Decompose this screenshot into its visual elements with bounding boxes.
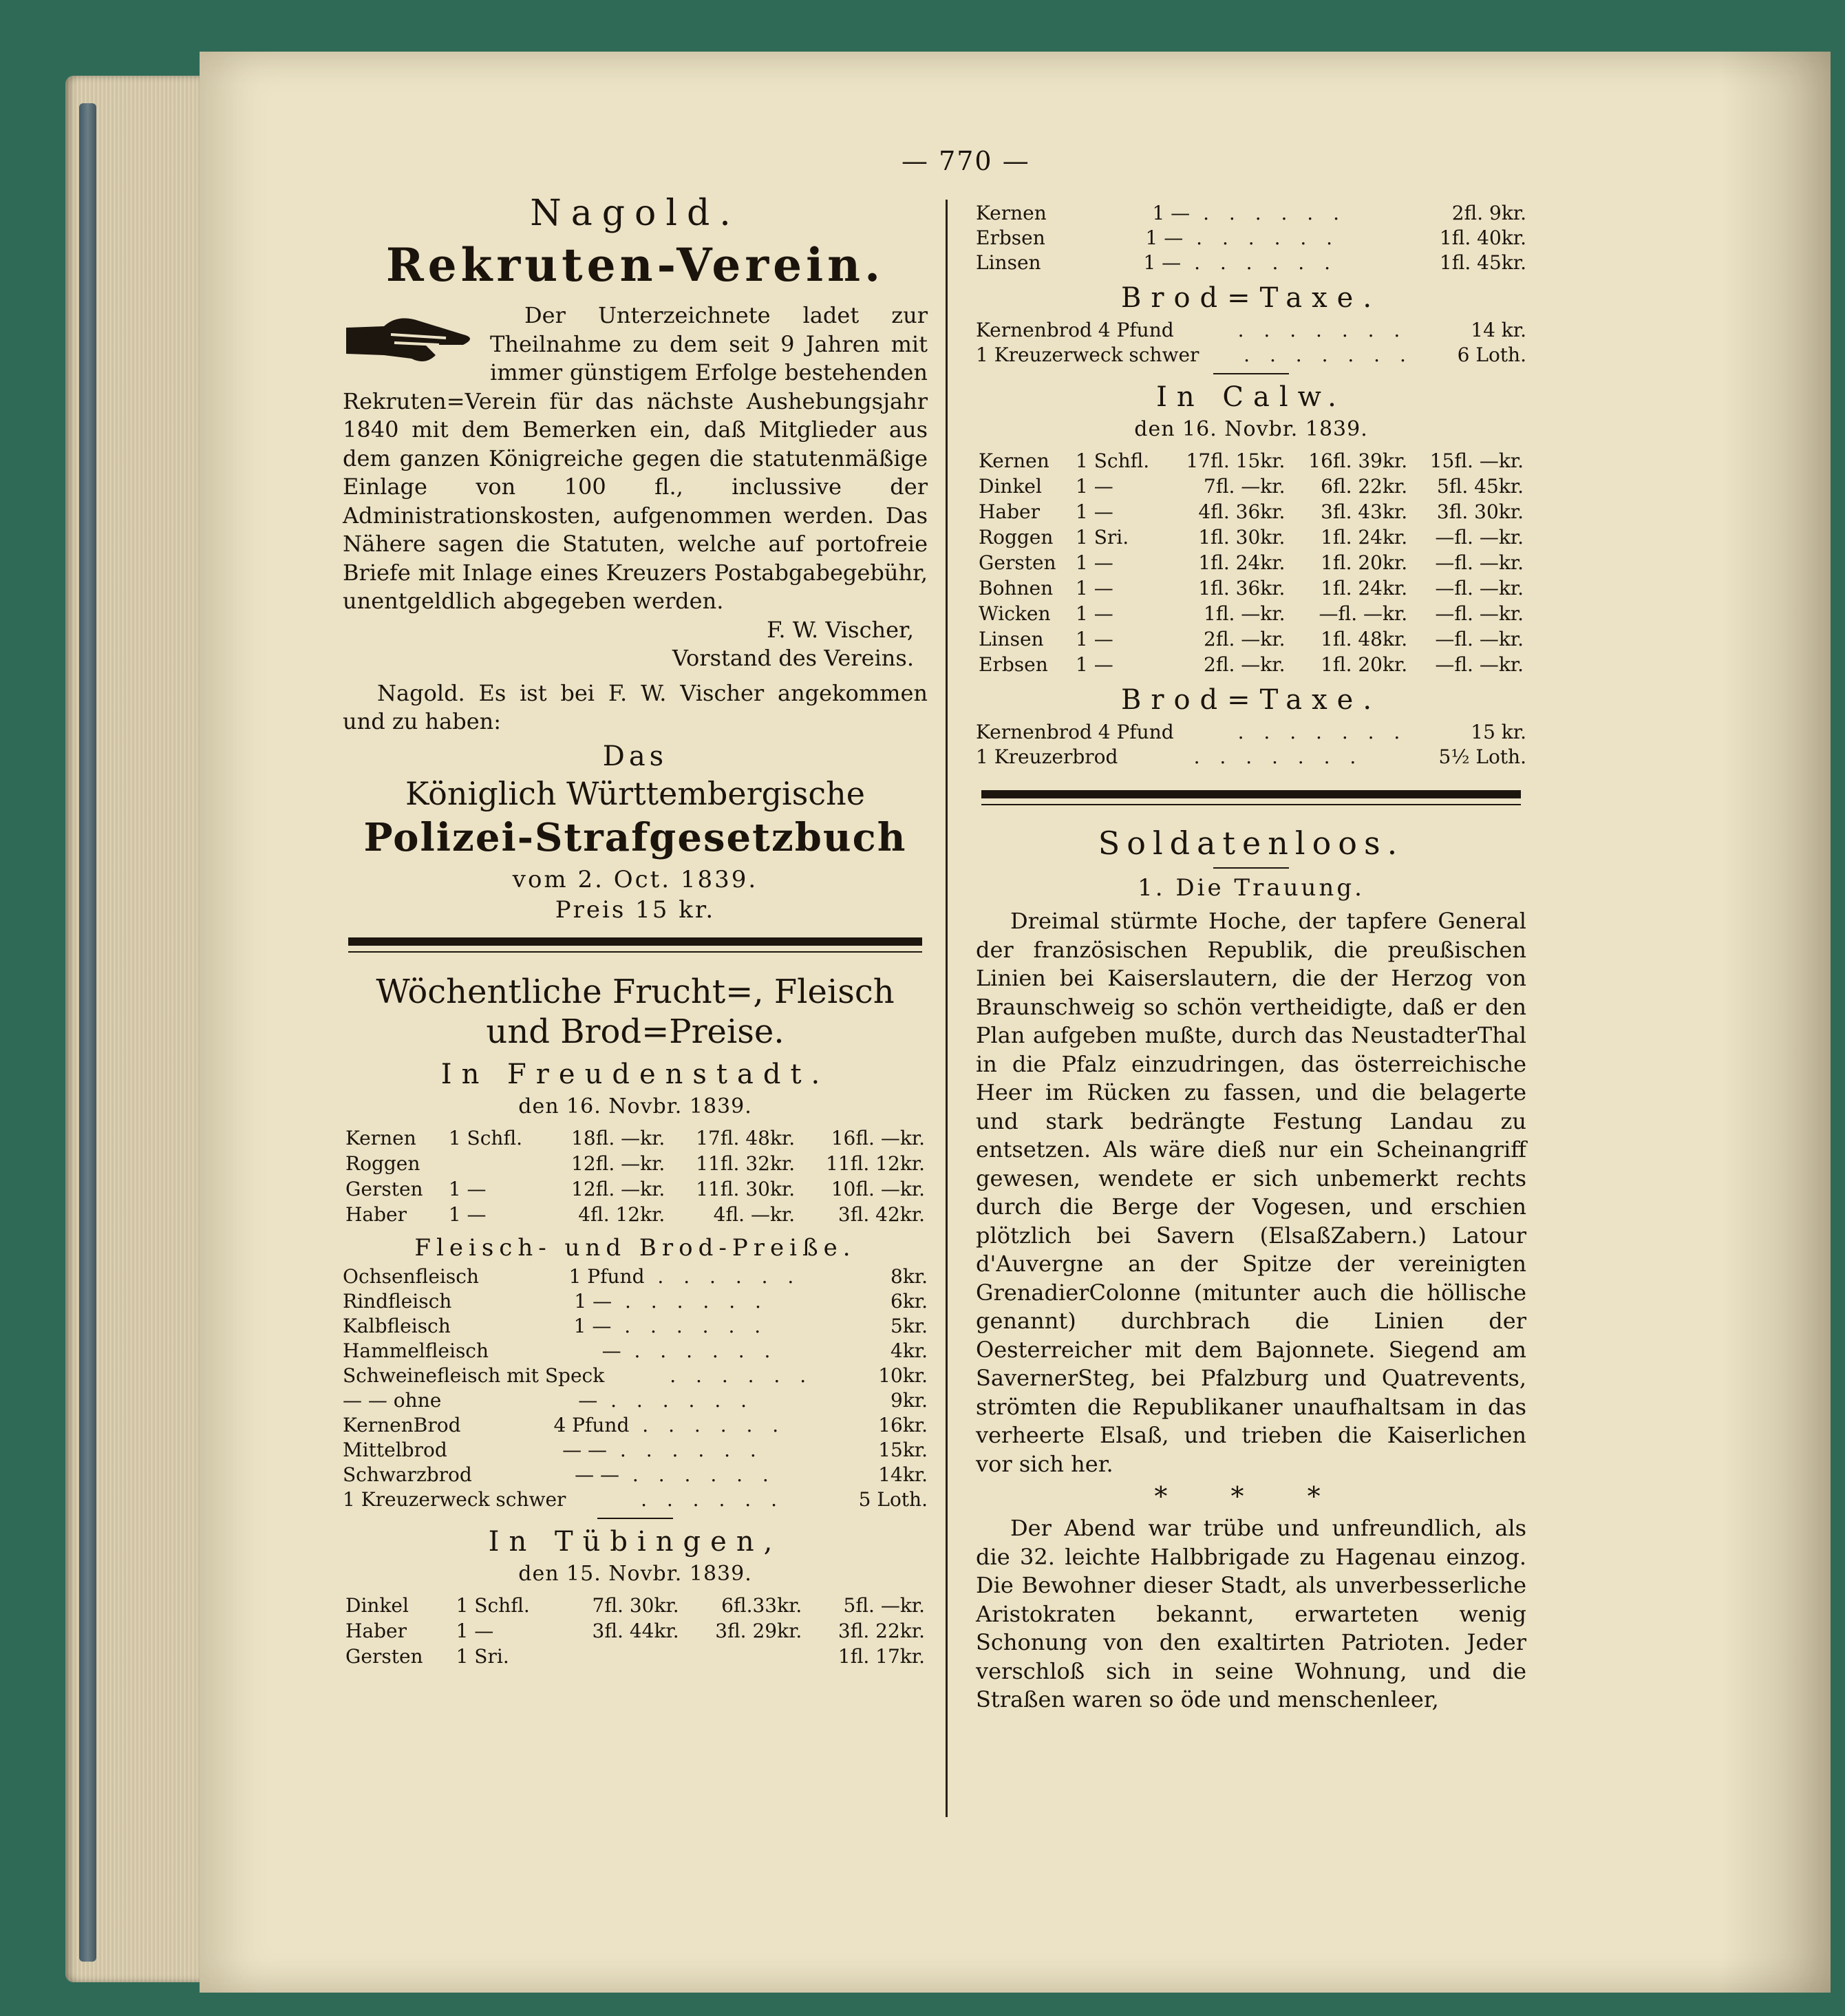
table-cell: Gersten: [979, 551, 1056, 574]
freudenstadt-date: den 16. Novbr. 1839.: [518, 1094, 752, 1118]
leader-dots: — . . . . . .: [578, 1388, 754, 1412]
table-cell: 16fl. 39kr.: [1308, 449, 1408, 472]
list-item: [976, 226, 1526, 251]
list-item: [976, 251, 1526, 275]
column-divider: [946, 200, 948, 1817]
item-label: Linsen: [976, 251, 1041, 274]
book-title-line2: Polizei-Strafgesetzbuch: [363, 814, 907, 860]
table-cell: —fl. —kr.: [1435, 551, 1524, 574]
table-row: [343, 1125, 928, 1151]
table-cell: 1fl. 20kr.: [1321, 653, 1408, 676]
table-cell: 1 Schfl.: [448, 1126, 523, 1149]
leader-dots: — . . . . . .: [601, 1339, 778, 1362]
table-row: [343, 1151, 928, 1176]
table-cell: 4fl. 12kr.: [578, 1202, 665, 1226]
list-item: [343, 1339, 928, 1364]
table-cell: 17fl. 15kr.: [1186, 449, 1286, 472]
table-cell: 1 —: [1076, 475, 1113, 498]
pointing-hand-icon: [343, 307, 480, 369]
item-unit: 4 Pfund: [553, 1413, 630, 1436]
list-item: [343, 1264, 928, 1289]
tuebingen-grain-table: [343, 1593, 928, 1669]
item-label: Erbsen: [976, 226, 1045, 249]
table-row: [343, 1593, 928, 1618]
list-item: [343, 1487, 928, 1512]
table-cell: 5fl. 45kr.: [1436, 475, 1524, 498]
item-label: 1 Kreuzerweck schwer: [976, 343, 1199, 366]
table-cell: 4fl. 36kr.: [1198, 500, 1286, 523]
freudenstadt-grain-table: [343, 1125, 928, 1227]
table-cell: 6fl.33kr.: [721, 1593, 802, 1617]
table-cell: Gersten: [345, 1177, 423, 1200]
table-cell: —fl. —kr.: [1435, 628, 1524, 650]
brod-taxe-list: [976, 318, 1526, 368]
table-cell: 1 —: [1076, 602, 1113, 625]
table-cell: 3fl. 43kr.: [1321, 500, 1408, 523]
table-cell: 11fl. 30kr.: [696, 1177, 796, 1200]
calw-date: den 16. Novbr. 1839.: [1134, 417, 1368, 441]
freudenstadt-heading: In Freudenstadt.: [440, 1058, 830, 1090]
table-cell: Wicken: [979, 602, 1051, 625]
story-title: Soldatenloos.: [1098, 825, 1405, 862]
signature-title: Vorstand des Vereins.: [672, 644, 914, 671]
list-item: [343, 1438, 928, 1463]
item-price: 5 Loth.: [858, 1487, 928, 1511]
leader-dots: 1 — . . . . . .: [573, 1314, 768, 1337]
prices-title: Wöchentliche Frucht=, Fleisch und Brod=Preise.: [376, 972, 895, 1051]
table-cell: Gersten: [345, 1644, 423, 1668]
table-cell: 18fl. —kr.: [571, 1126, 665, 1149]
list-item: [343, 1463, 928, 1487]
item-price: 5kr.: [890, 1314, 928, 1337]
meat-heading: Fleisch- und Brod-Preiße.: [414, 1233, 856, 1262]
item-price: 4kr.: [890, 1339, 928, 1362]
leader-dots: 1 — . . . . . .: [574, 1289, 768, 1313]
item-price: 14 kr.: [1471, 319, 1526, 341]
table-cell: 15fl. —kr.: [1429, 449, 1524, 472]
calw-brod-list: [976, 720, 1526, 770]
table-cell: Bohnen: [979, 577, 1054, 600]
table-row: [976, 601, 1526, 626]
item-price: 8kr.: [890, 1264, 928, 1288]
table-cell: Haber: [345, 1202, 407, 1226]
item-label: — — ohne: [343, 1388, 442, 1412]
table-cell: —fl. —kr.: [1435, 526, 1524, 549]
signature-name: F. W. Vischer,: [767, 616, 914, 643]
item-price: 15 kr.: [1471, 721, 1526, 743]
story-paragraph-2: Der Abend war trübe und unfreundlich, als die 32. leichte Halbbrigade zu Hagenau einzog. Die Bewohner dieser Stadt, als unverbesserliche Aristokraten bekannt, erwarteten wenig Schonung von den exaltirten Patrioten. Jeder verschloß sich in seine Wohnung, und die Straßen waren so öde und menschenleer,: [976, 1515, 1526, 1712]
item-unit: 1 —: [1145, 226, 1184, 249]
notice-title: Rekruten-Verein.: [385, 238, 885, 292]
table-cell: 11fl. 32kr.: [696, 1152, 796, 1175]
item-unit: — —: [562, 1438, 608, 1461]
item-label: Rindfleisch: [343, 1289, 452, 1313]
table-cell: Kernen: [345, 1126, 416, 1149]
item-unit: — —: [575, 1463, 620, 1486]
item-unit: —: [601, 1339, 621, 1362]
item-price: 15kr.: [878, 1438, 928, 1461]
section-rule-thin: [981, 804, 1521, 805]
table-cell: —fl. —kr.: [1435, 577, 1524, 600]
item-label: 1 Kreuzerweck schwer: [343, 1487, 566, 1511]
table-cell: —fl. —kr.: [1435, 602, 1524, 625]
table-cell: [559, 1644, 682, 1669]
table-cell: 7fl. 30kr.: [592, 1593, 679, 1617]
item-unit: 1 —: [573, 1314, 612, 1337]
notice-body: Der Unterzeichnete ladet zur Theilnahme zu dem seit 9 Jahren mit immer günstigem Erfolge bestehenden Rekruten=Verein für das nächste Aushebungsjahr 1840 mit dem Bemerken ein, daß Mitglieder aus dem ganzen Königreiche gegen die statutenmäßige Einlage von 100 fl., inclussive der Administrationskosten, aufgenommen werden. Das Nähere sagen die Statuten, welche auf portofreie Briefe mit Inlage eines Kreuzers Postabgabegebühr, unentgeldlich abgegeben werden.: [343, 302, 928, 614]
item-price: 16kr.: [878, 1413, 928, 1436]
book-title-line1: Königlich Württembergische: [405, 774, 865, 812]
list-item: [976, 201, 1526, 226]
table-cell: Roggen: [979, 526, 1054, 549]
leader-dots: . . . . . . .: [1237, 721, 1407, 743]
item-unit: 1 —: [574, 1289, 612, 1313]
list-item: [976, 343, 1526, 368]
table-row: [976, 626, 1526, 652]
item-label: Mittelbrod: [343, 1438, 447, 1461]
table-cell: 5fl. —kr.: [843, 1593, 925, 1617]
table-cell: 11fl. 12kr.: [826, 1152, 925, 1175]
table-cell: 1fl. 48kr.: [1321, 628, 1408, 650]
table-cell: 3fl. 22kr.: [838, 1619, 925, 1642]
table-cell: 1 Schfl.: [456, 1593, 530, 1617]
table-cell: 1 —: [1076, 551, 1113, 574]
book-article: Das: [602, 740, 668, 772]
page-shadow: [1720, 52, 1831, 1993]
item-unit: 1 Pfund: [568, 1264, 645, 1288]
book-date: vom 2. Oct. 1839.: [512, 865, 758, 893]
item-price: 2fl. 9kr.: [1451, 202, 1526, 224]
table-cell: 1fl. 36kr.: [1198, 577, 1286, 600]
item-label: Schweinefleisch mit Speck: [343, 1364, 605, 1387]
table-row: [976, 448, 1526, 474]
leader-dots: . . . . . . .: [1244, 343, 1413, 366]
story-paragraph-1: Dreimal stürmte Hoche, der tapfere General der französischen Republik, die preußischen Linien bei Kaiserslautern, die der Herzog von Braunschweig so schön vertheidigte, daß er den Plan aufgeben mußte, durch das NeustadterThal in die Pfalz einzudringen, das österreichische Heer im Rücken zu fassen, und die belagerte und stark bedrängte Festung Landau zu entsetzen. Als wäre dieß nur ein Scheinangriff gewesen, wendete er sich unbemerkt rechts durch die Berge der Vogesen, und erschien plötzlich bei Savern (ElsaßZabern.) Latour d'Auvergne an der Spitze der vereinigten GrenadierColonne (mitunter auch die höllische genannt) durchbrach die Linien der Oesterreicher mit dem Bajonnete. Siegend am SavernerSteg, bei Pfalzburg und Quatrevents, strömten die Republikaner unaufhaltsam in das verheerte Elsaß, und trieben die Kaiserlichen vor sich her.: [976, 908, 1526, 1477]
table-cell: 1 Sri.: [1076, 526, 1129, 549]
table-row: [976, 550, 1526, 575]
item-label: 1 Kreuzerbrod: [976, 745, 1118, 768]
short-rule: [597, 1518, 673, 1519]
table-cell: —fl. —kr.: [1319, 602, 1408, 625]
table-cell: 12fl. —kr.: [571, 1152, 665, 1175]
calw-heading: In Calw.: [1156, 381, 1346, 413]
table-cell: Dinkel: [345, 1593, 409, 1617]
notice-place-title: Nagold.: [530, 193, 740, 234]
table-cell: 10fl. —kr.: [831, 1177, 925, 1200]
item-price: 10kr.: [878, 1364, 928, 1387]
left-column: [343, 193, 928, 1669]
leader-dots: . . . . . .: [670, 1364, 813, 1387]
table-cell: 4fl. —kr.: [713, 1202, 796, 1226]
table-cell: 1fl. —kr.: [1204, 602, 1286, 625]
table-row: [976, 524, 1526, 550]
leader-dots: 4 Pfund . . . . . .: [553, 1413, 786, 1436]
item-price: 5½ Loth.: [1438, 745, 1526, 768]
list-item: [976, 720, 1526, 745]
table-cell: Haber: [345, 1619, 407, 1642]
leader-dots: — — . . . . . .: [562, 1438, 763, 1461]
short-rule: [1213, 373, 1289, 374]
table-cell: 1fl. 20kr.: [1321, 551, 1408, 574]
table-cell: 1fl. 24kr.: [1198, 551, 1286, 574]
item-price: 14kr.: [878, 1463, 928, 1486]
table-cell: 3fl. 42kr.: [838, 1202, 925, 1226]
item-label: Kalbfleisch: [343, 1314, 451, 1337]
leader-dots: . . . . . . .: [1237, 319, 1407, 341]
table-cell: 1fl. 24kr.: [1321, 577, 1408, 600]
table-cell: 3fl. 29kr.: [715, 1619, 802, 1642]
table-cell: 7fl. —kr.: [1204, 475, 1286, 498]
table-cell: Haber: [979, 500, 1040, 523]
section-rule-thin: [348, 951, 922, 953]
table-cell: Kernen: [979, 449, 1049, 472]
table-cell: Linsen: [979, 628, 1044, 650]
meat-price-list: [343, 1264, 928, 1512]
leader-dots: 1 — . . . . . .: [1152, 202, 1346, 224]
table-cell: 1 —: [1076, 653, 1113, 676]
table-cell: 1fl. 24kr.: [1321, 526, 1408, 549]
list-item: [976, 745, 1526, 770]
table-cell: 1 Sri.: [456, 1644, 509, 1668]
table-cell: [682, 1644, 805, 1669]
table-cell: 1 —: [448, 1202, 487, 1226]
table-cell: 2fl. —kr.: [1204, 628, 1286, 650]
leader-dots: 1 — . . . . . .: [1143, 251, 1337, 274]
table-cell: 1 —: [1076, 577, 1113, 600]
table-cell: —fl. —kr.: [1435, 653, 1524, 676]
leader-dots: . . . . . .: [641, 1487, 784, 1511]
item-price: 6 Loth.: [1457, 343, 1526, 366]
list-item: [343, 1314, 928, 1339]
table-cell: 17fl. 48kr.: [696, 1126, 796, 1149]
table-cell: 1 —: [448, 1177, 487, 1200]
calw-grain-table: [976, 448, 1526, 677]
item-label: Schwarzbrod: [343, 1463, 472, 1486]
table-cell: 1fl. 30kr.: [1198, 526, 1286, 549]
book-binding: [79, 103, 96, 1962]
item-label: Kernenbrod 4 Pfund: [976, 319, 1174, 341]
table-cell: [446, 1151, 544, 1176]
book-price: Preis 15 kr.: [555, 895, 716, 924]
calw-brod-heading: Brod=Taxe.: [1120, 684, 1382, 716]
table-cell: 1 Schfl.: [1076, 449, 1150, 472]
item-label: Kernenbrod 4 Pfund: [976, 721, 1174, 743]
section-rule-thick: [348, 937, 922, 946]
item-price: 1fl. 40kr.: [1439, 226, 1526, 249]
table-row: [343, 1644, 928, 1669]
item-unit: 1 —: [1143, 251, 1182, 274]
item-label: Kernen: [976, 202, 1047, 224]
item-unit: —: [578, 1388, 598, 1412]
table-row: [976, 474, 1526, 499]
table-row: [976, 652, 1526, 677]
table-row: [343, 1202, 928, 1227]
item-label: KernenBrod: [343, 1413, 461, 1436]
item-price: 6kr.: [890, 1289, 928, 1313]
book-ad-text: Nagold. Es ist bei F. W. Vischer angekommen und zu haben:: [343, 679, 928, 734]
item-label: Hammelfleisch: [343, 1339, 489, 1362]
table-row: [343, 1176, 928, 1202]
table-cell: Roggen: [345, 1152, 420, 1175]
leader-dots: 1 — . . . . . .: [1145, 226, 1340, 249]
tuebingen-continued-list: [976, 201, 1526, 275]
asterism: * * *: [1154, 1481, 1348, 1511]
table-cell: Dinkel: [979, 475, 1042, 498]
item-price: 9kr.: [890, 1388, 928, 1412]
list-item: [343, 1413, 928, 1438]
tuebingen-heading: In Tübingen,: [488, 1525, 782, 1558]
table-row: [976, 499, 1526, 524]
item-label: Ochsenfleisch: [343, 1264, 479, 1288]
page-number: — 770 —: [902, 146, 1030, 176]
leader-dots: 1 Pfund . . . . . .: [568, 1264, 801, 1288]
table-cell: 3fl. 30kr.: [1436, 500, 1524, 523]
list-item: [343, 1364, 928, 1388]
table-cell: Erbsen: [979, 653, 1048, 676]
notice-text: [343, 301, 928, 616]
short-rule: [1213, 867, 1289, 869]
section-rule-thick: [981, 790, 1521, 798]
list-item: [343, 1388, 928, 1413]
table-cell: 2fl. —kr.: [1204, 653, 1286, 676]
story-subtitle: 1. Die Trauung.: [1138, 874, 1365, 902]
table-row: [976, 575, 1526, 601]
item-price: 1fl. 45kr.: [1439, 251, 1526, 274]
table-cell: 1 —: [456, 1619, 494, 1642]
table-cell: 1 —: [1076, 628, 1113, 650]
right-column: [976, 201, 1526, 1715]
table-cell: 1 —: [1076, 500, 1113, 523]
item-unit: 1 —: [1152, 202, 1191, 224]
list-item: [343, 1289, 928, 1314]
table-row: [343, 1618, 928, 1644]
leader-dots: . . . . . . .: [1193, 745, 1363, 768]
table-cell: 1fl. 17kr.: [838, 1644, 925, 1668]
tuebingen-date: den 15. Novbr. 1839.: [518, 1561, 752, 1586]
table-cell: 16fl. —kr.: [831, 1126, 925, 1149]
leader-dots: — — . . . . . .: [575, 1463, 776, 1486]
list-item: [976, 318, 1526, 343]
table-cell: 6fl. 22kr.: [1321, 475, 1408, 498]
table-cell: 3fl. 44kr.: [592, 1619, 679, 1642]
table-cell: 12fl. —kr.: [571, 1177, 665, 1200]
brod-taxe-heading: Brod=Taxe.: [1120, 282, 1382, 314]
